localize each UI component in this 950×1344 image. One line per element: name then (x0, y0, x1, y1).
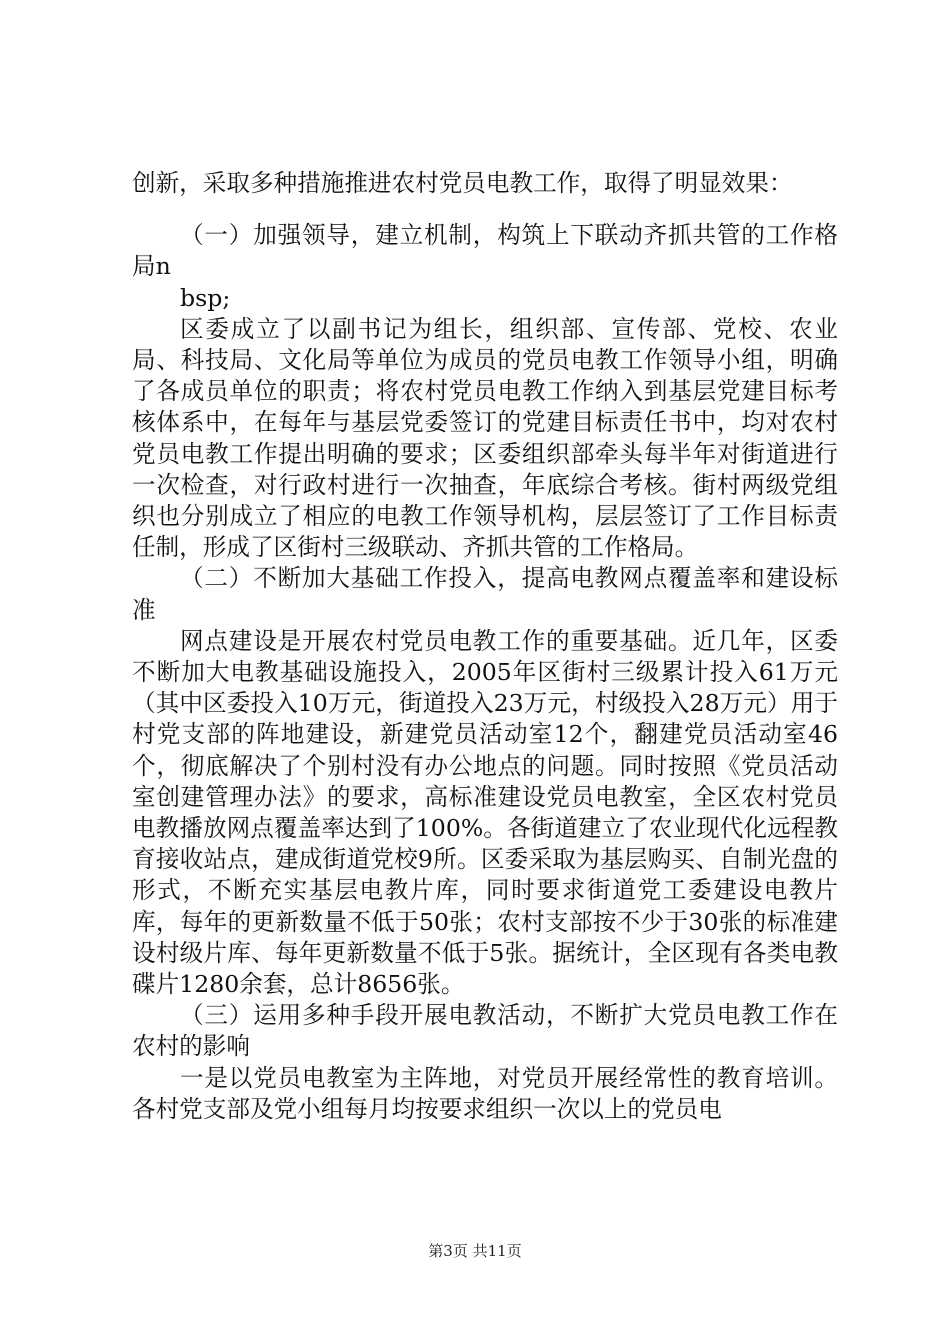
stray-text-fragment: bsp; (180, 283, 231, 312)
section-heading-2: （二）不断加大基础工作投入，提高电教网点覆盖率和建设标准 (132, 564, 838, 624)
body-paragraph: 区委成立了以副书记为组长，组织部、宣传部、党校、农业局、科技局、文化局等单位为成员的党员电教工作领导小组，明确了各成员单位的职责；将农村党员电教工作纳入到基层党建目标考核体系中，在每年与基层党委签订的党建目标责任书中，均对农村党员电教工作提出明确的要求；区委组织部牵头每半年对街道进行一次检查，对行政村进行一次抽查，年底综合考核。街村两级党组织也分别成立了相应的电教工作领导机构，层层签订了工作目标责任制，形成了区街村三级联动、齐抓共管的工作格局。 (132, 314, 838, 562)
intro-paragraph: 创新，采取多种措施推进农村党员电教工作，取得了明显效果： (132, 169, 793, 197)
body-paragraph: 一是以党员电教室为主阵地，对党员开展经常性的教育培训。各村党支部及党小组每月均按要求组织一次以上的党员电 (132, 1063, 838, 1123)
section-heading-3: （三）运用多种手段开展电教活动，不断扩大党员电教工作在农村的影响 (132, 1001, 838, 1061)
section-heading-1: （一）加强领导，建立机制，构筑上下联动齐抓共管的工作格局n (132, 221, 838, 281)
body-paragraph: 网点建设是开展农村党员电教工作的重要基础。近几年，区委不断加大电教基础设施投入，2005年区街村三级累计投入61万元（其中区委投入10万元，街道投入23万元，村级投入28万元）用于村党支部的阵地建设，新建党员活动室12个，翻建党员活动室46个，彻底解决了个别村没有办公地点的问题。同时按照《党员活动室创建管理办法》的要求，高标准建设党员电教室，全区农村党员电教播放网点覆盖率达到了100%。各街道建立了农业现代化远程教育接收站点，建成街道党校9所。区委采取为基层购买、自制光盘的形式，不断充实基层电教片库，同时要求街道党工委建设电教片库，每年的更新数量不低于50张；农村支部按不少于30张的标准建设村级片库、每年更新数量不低于5张。据统计，全区现有各类电教碟片1280余套，总计8656张。 (132, 626, 838, 999)
page-number-footer: 第3页 共11页 (428, 1242, 522, 1260)
document-body (132, 168, 838, 1125)
